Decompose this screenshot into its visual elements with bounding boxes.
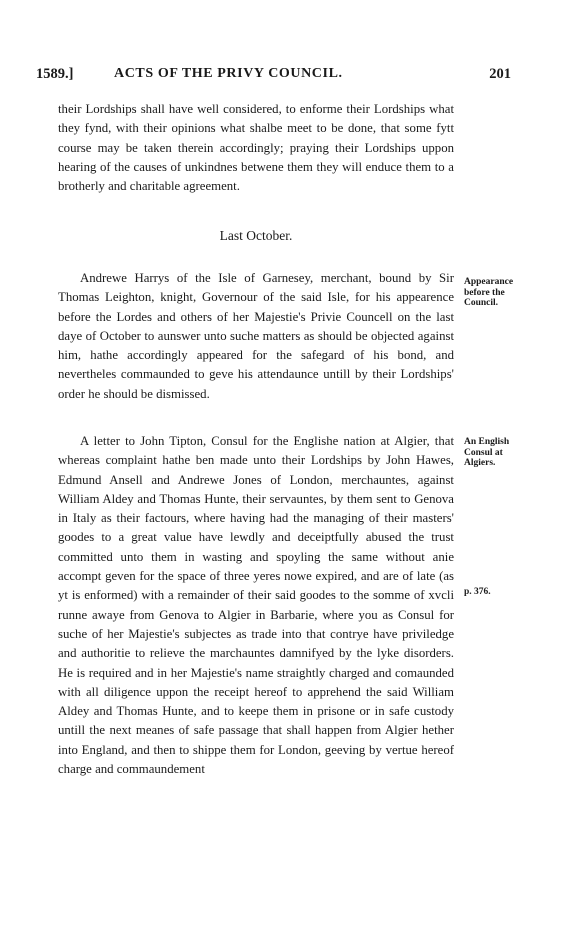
page-reference: p. 376. — [464, 587, 491, 597]
entry1-block — [58, 269, 454, 404]
entry1-paragraph: Andrewe Harrys of the Isle of Garnesey, merchant, bound by Sir Thomas Leighton, knight, Governour of the said Isle, for his appearence before the Lordes and others of her Majestie's Privie Councell on the last daye of October to aunswer unto suche matters as should be objected against him, hathe accordingly appeared for the safegard of his bond, and nevertheles commaunded to geve his attendaunce untill by their Lordships' order he should be dismissed. — [58, 271, 454, 401]
page-number: 201 — [489, 66, 511, 82]
intro-paragraph: their Lordships shall have well considered, to enforme their Lordships what they fynd, with their opinions what shalbe meet to be done, that some fytt course may be taken therein accordingly; praying their Lordships uppon hearing of the causes of unkindnes betwene them they will enduce them to a brotherly and charitable agreement. — [58, 102, 454, 194]
entry2-margin-note: An English Consul at Algiers. — [464, 437, 510, 468]
header-year: 1589.] — [36, 66, 74, 82]
header-title: ACTS OF THE PRIVY COUNCIL. — [114, 66, 343, 81]
intro-paragraph-block — [58, 100, 454, 196]
running-header — [36, 66, 511, 86]
entry1-margin-note: Appearance before the Council. — [464, 277, 514, 308]
section-heading: Last October. — [219, 228, 293, 243]
entry2-block — [58, 432, 454, 779]
entry2-paragraph: A letter to John Tipton, Consul for the Englishe nation at Algier, that whereas complaint hathe ben made unto their Lordships by John Hawes, Edmund Ansell and Andrewe Jones of London, merchauntes, against William Aldey and Thomas Hunte, their servauntes, by them sent to Genova in Italy as their factours, where having had the managing of their masters' goodes to a great value have lewdly and deceiptfully abused the trust committed unto them in wasting and spoyling the same without anie accompt geven for the space of three yeres nowe expired, and are of late (as yt is enformed) with a remainder of their said goodes to the somme of xvcli runne awaye from Genova to Algier in Barbarie, where you as Consul for suche of her Majestie's subjectes as trade into that contrye have priviledge and authoritie to relieve the marchauntes damnifyed by the lyke disorders. He is required and in her Majestie's name straightly charged and comaunded with all diligence uppon the receipt hereof to apprehend the said William Aldey and Thomas Hunte, and to keepe them in prisone or in safe custody untill the next meanes of safe passage that shall happen from Algier hether into England, and then to shippe them for London, geeving by vertue hereof charge and commaundement — [58, 434, 454, 777]
